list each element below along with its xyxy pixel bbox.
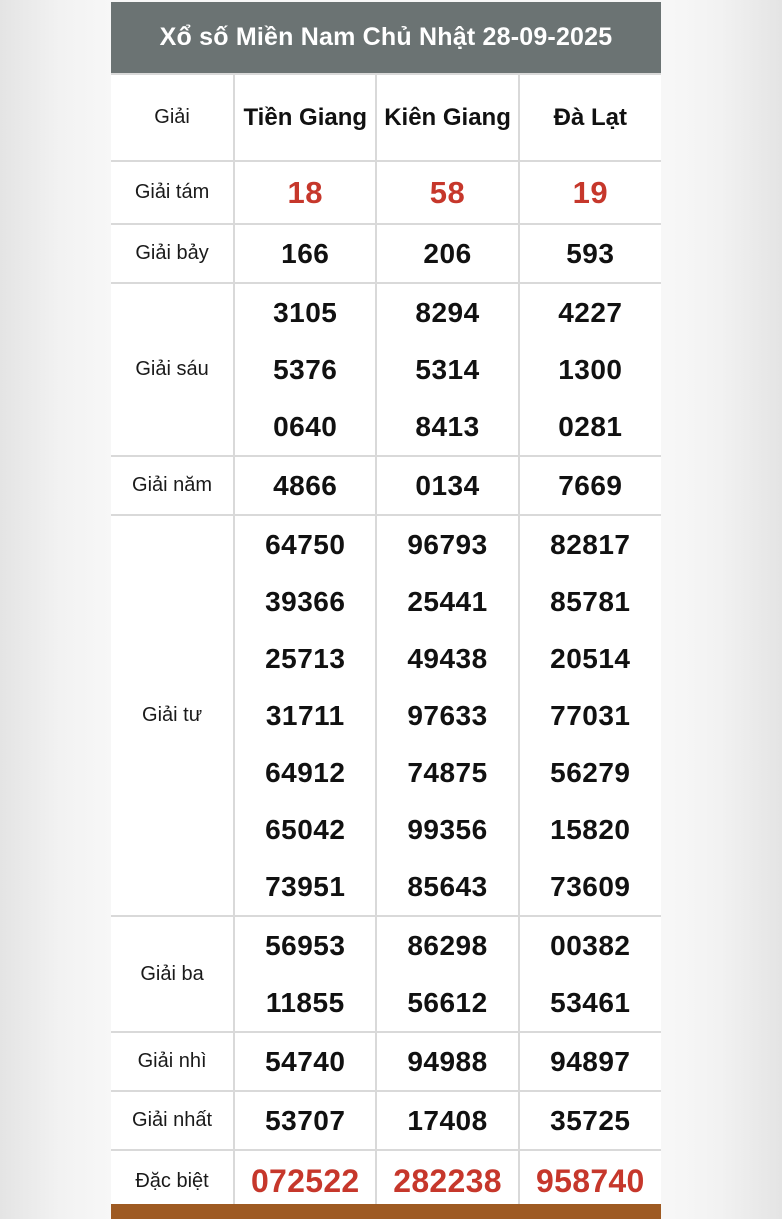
prize-label: Giải nhất — [111, 1091, 234, 1150]
prize-number: 56279 — [550, 757, 631, 788]
prize-number: 25441 — [407, 586, 488, 617]
prize-number: 54740 — [234, 1032, 376, 1091]
prize-row-g3 — [111, 916, 661, 1032]
prize-number: 593 — [519, 224, 661, 283]
prize-column-header: Giải — [111, 74, 234, 161]
prize-number: 0640 — [273, 411, 338, 442]
prize-number: 64912 — [265, 757, 346, 788]
prize-number: 206 — [376, 224, 518, 283]
province-header-kien-giang: Kiên Giang — [376, 74, 518, 161]
results-table — [111, 73, 661, 1213]
prize-number-stack — [234, 283, 376, 456]
lottery-results-card — [111, 2, 661, 1213]
prize-number: 39366 — [265, 586, 346, 617]
prize-number: 77031 — [550, 700, 631, 731]
province-header-tien-giang: Tiền Giang — [234, 74, 376, 161]
prize-number: 74875 — [407, 757, 488, 788]
prize-number: 53461 — [550, 987, 631, 1018]
special-prize-number: 072522 — [234, 1150, 376, 1212]
prize-row-special — [111, 1150, 661, 1212]
prize-number: 20514 — [550, 643, 631, 674]
prize-number: 166 — [234, 224, 376, 283]
prize-number-stack — [234, 515, 376, 916]
prize-row-g4 — [111, 515, 661, 916]
prize-number: 96793 — [407, 529, 488, 560]
prize-row-g7 — [111, 224, 661, 283]
prize-label: Giải tư — [111, 515, 234, 916]
prize-number: 49438 — [407, 643, 488, 674]
prize-number: 86298 — [407, 930, 488, 961]
prize-row-g1 — [111, 1091, 661, 1150]
prize-number: 4866 — [234, 456, 376, 515]
prize-row-g5 — [111, 456, 661, 515]
prize-number: 00382 — [550, 930, 631, 961]
prize-number-stack — [376, 916, 518, 1032]
special-prize-number: 958740 — [519, 1150, 661, 1212]
prize-number: 5376 — [273, 354, 338, 385]
prize-number-stack — [376, 283, 518, 456]
results-title: Xổ số Miền Nam Chủ Nhật 28-09-2025 — [111, 2, 661, 73]
prize-number-stack — [376, 515, 518, 916]
prize-number: 5314 — [415, 354, 480, 385]
prize-number: 4227 — [558, 297, 623, 328]
prize-number: 82817 — [550, 529, 631, 560]
prize-label: Giải năm — [111, 456, 234, 515]
prize-number: 65042 — [265, 814, 346, 845]
prize-label: Giải ba — [111, 916, 234, 1032]
prize-number: 94897 — [519, 1032, 661, 1091]
special-prize-number: 282238 — [376, 1150, 518, 1212]
header-row — [111, 74, 661, 161]
prize-number: 8294 — [415, 297, 480, 328]
prize-label: Giải bảy — [111, 224, 234, 283]
prize-number: 1300 — [558, 354, 623, 385]
prize-label: Giải sáu — [111, 283, 234, 456]
province-header-da-lat: Đà Lạt — [519, 74, 661, 161]
prize-number: 19 — [519, 161, 661, 224]
prize-label: Giải tám — [111, 161, 234, 224]
prize-number: 97633 — [407, 700, 488, 731]
prize-number: 85781 — [550, 586, 631, 617]
prize-number: 3105 — [273, 297, 338, 328]
prize-number: 73951 — [265, 871, 346, 902]
prize-number: 56612 — [407, 987, 488, 1018]
prize-number: 11855 — [265, 987, 345, 1018]
prize-number: 8413 — [415, 411, 480, 442]
prize-number-stack — [519, 515, 661, 916]
prize-number: 0281 — [558, 411, 623, 442]
prize-number: 53707 — [234, 1091, 376, 1150]
prize-number: 56953 — [265, 930, 346, 961]
prize-number-stack — [234, 916, 376, 1032]
prize-number: 0134 — [376, 456, 518, 515]
prize-row-g6 — [111, 283, 661, 456]
prize-number: 31711 — [265, 700, 345, 731]
prize-number: 25713 — [265, 643, 346, 674]
prize-number: 58 — [376, 161, 518, 224]
prize-number: 35725 — [519, 1091, 661, 1150]
footer-bar — [111, 1204, 661, 1219]
prize-number: 18 — [234, 161, 376, 224]
prize-label: Đặc biệt — [111, 1150, 234, 1212]
prize-number: 73609 — [550, 871, 631, 902]
prize-number: 85643 — [407, 871, 488, 902]
prize-number-stack — [519, 916, 661, 1032]
prize-number-stack — [519, 283, 661, 456]
prize-number: 94988 — [376, 1032, 518, 1091]
prize-label: Giải nhì — [111, 1032, 234, 1091]
prize-row-g2 — [111, 1032, 661, 1091]
prize-number: 64750 — [265, 529, 346, 560]
prize-number: 7669 — [519, 456, 661, 515]
prize-number: 99356 — [407, 814, 488, 845]
prize-number: 15820 — [550, 814, 631, 845]
prize-number: 17408 — [376, 1091, 518, 1150]
prize-row-g8 — [111, 161, 661, 224]
